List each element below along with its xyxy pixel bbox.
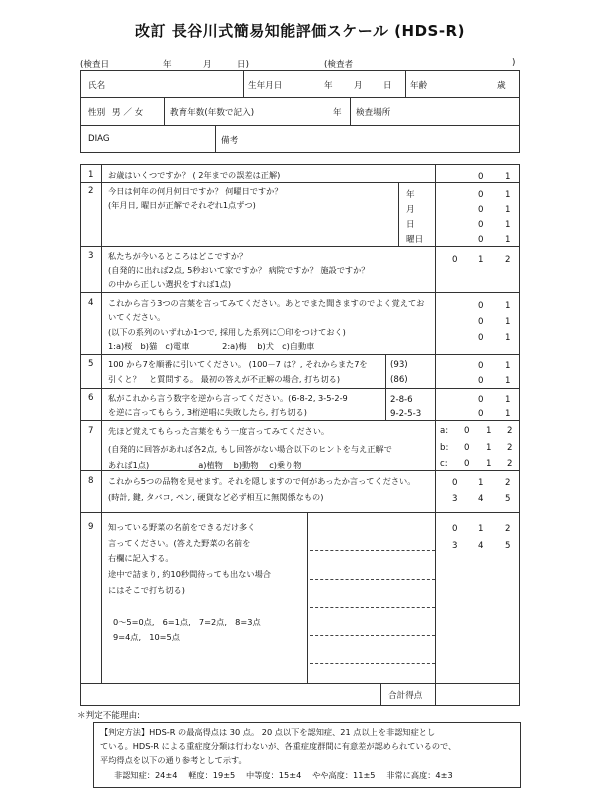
score-option: 5 [505,494,511,504]
item-question: 知っている野菜の名前をできるだけ多く [108,522,256,532]
score-option: 1 [478,478,484,488]
item-question: にはそこで打ち切る) [108,585,185,595]
education-label: 教育年数(年数で記入) [170,108,255,118]
education-unit: 年 [333,108,342,118]
score-option: 1 [505,220,511,230]
item-question: (時計, 鍵, タバコ, ペン, 硬貨など必ず相互に無関係なもの) [108,492,324,502]
item-question: (自発的に回答があれば各2点, もし回答がない場合以下のヒントを与え正解で [108,444,392,454]
score-option: 1 [505,235,511,245]
sex-options: 男 ／ 女 [112,108,144,118]
vegetable-answer-line [310,579,435,580]
score-option: 1 [505,301,511,311]
birth-label: 生年月日 [248,81,283,91]
item-number: 3 [88,251,94,261]
sub-label: (86) [390,375,408,385]
score-option: 4 [478,494,484,504]
item-question: 今日は何年の何月何日ですか？ 何曜日ですか？ [108,186,283,196]
birth-year: 年 [324,81,333,91]
score-option: 0 [478,317,484,327]
sub-label: 年 [406,190,415,200]
examiner-close: ) [512,58,516,68]
sex-label: 性別 [88,108,106,118]
score-option: 1 [505,333,511,343]
score-option: 1 [505,190,511,200]
exam-year: 年 [163,60,172,70]
item-question: 途中で詰まり, 約10秒間待っても出ない場合 [108,569,271,579]
judgement-text: ている。HDS-R による重症度分類は行わないが、各重症度群間に有意差が認められているので、 [100,741,457,751]
score-option: 1 [478,524,484,534]
score-option: 1 [478,255,484,265]
birth-month: 月 [354,81,363,91]
score-option: 2 [507,426,513,436]
score-option: 0 [478,220,484,230]
score-option: 0 [478,235,484,245]
score-option: 0 [478,395,484,405]
score-option: 1 [505,172,511,182]
item-question: 私たちが今いるところはどこですか？ [108,251,248,261]
item-question: (以下の系列のいずれか1つで, 採用した系列に〇印をつけておく) [108,327,346,337]
sub-label: 9-2-5-3 [390,409,422,419]
score-option: 1 [505,395,511,405]
score-option: 1 [486,459,492,469]
sub-label: 2-8-6 [390,395,413,405]
exam-date-label: (検査日 [80,60,110,70]
score-option: 0 [478,361,484,371]
birth-day: 日 [383,81,392,91]
item-question: (年月日, 曜日が正解でそれぞれ1点ずつ) [108,200,256,210]
score-option: 1 [505,376,511,386]
item-question: (自発的に出れば2点, 5秒おいて家ですか？ 病院ですか？ 施設ですか？ [108,265,370,275]
score-option: 0 [478,172,484,182]
sub-label: c: [440,459,448,469]
item-question: 先ほど覚えてもらった言葉をもう一度言ってみてください。 [108,426,330,436]
item-question: これから言う3つの言葉を言ってみてください。あとでまた聞きますのでよく覚えてお [108,298,425,308]
item-question: 100 から7を順番に引いてください。 (100－7 は？, それからまた7を [108,359,368,369]
sub-label: b: [440,443,449,453]
judgement-levels: 非認知症：24±4 軽度：19±5 中等度：15±4 やや高度：11±5 非常に高度：4±3 [114,770,453,780]
score-option: 0 [452,478,458,488]
item-question: 引くと？ と質問する。 最初の答えが不正解の場合, 打ち切る) [108,374,341,384]
vegetable-answer-line [310,635,435,636]
page-title: 改訂 長谷川式簡易知能評価スケール (HDS-R) [135,22,465,40]
item-scoring: 9=4点, 10=5点 [113,632,180,642]
examiner-label: (検査者 [324,60,354,70]
item-number: 2 [88,186,94,196]
place-label: 検査場所 [356,108,391,118]
sub-label: 日 [406,220,415,230]
score-option: 1 [486,426,492,436]
score-option: 2 [507,443,513,453]
item-scoring: 0～5=0点, 6=1点, 7=2点, 8=3点 [113,617,261,627]
item-number: 8 [88,476,94,486]
item-number: 4 [88,298,94,308]
unjudgeable-label: ＊判定不能理由: [77,711,141,721]
item-question: 右欄に記入する。 [108,553,174,563]
score-option: 2 [505,478,511,488]
score-option: 0 [452,524,458,534]
score-option: 3 [452,541,458,551]
remarks-label: 備考 [221,136,239,146]
vegetable-answer-line [310,550,435,551]
score-option: 0 [478,190,484,200]
score-option: 3 [452,494,458,504]
diag-label: DIAG [88,134,110,144]
item-number: 1 [88,170,94,180]
item-number: 7 [88,426,94,436]
score-option: 1 [505,409,511,419]
item-number: 5 [88,359,94,369]
vegetable-answer-line [310,607,435,608]
score-option: 0 [478,409,484,419]
judgement-heading: 【判定方法】HDS-R の最高得点は 30 点。 20 点以下を認知症、21 点以上を非認知症とし [100,727,436,737]
score-option: 0 [478,333,484,343]
score-option: 1 [486,443,492,453]
vegetable-answer-line [310,663,435,664]
item-question: これから5つの品物を見せます。それを隠しますので何があったか言ってください。 [108,476,416,486]
name-label: 氏名 [88,81,106,91]
age-unit: 歳 [497,81,506,91]
item-question: を逆に言ってもらう, 3桁逆唱に失敗したら, 打ち切る) [108,407,307,417]
sub-label: 曜日 [406,235,424,245]
total-score-label: 合計得点 [388,691,423,701]
item-number: 6 [88,393,94,403]
score-option: 1 [505,361,511,371]
score-option: 0 [478,376,484,386]
score-option: 0 [452,255,458,265]
score-option: 1 [505,205,511,215]
item-question: 言ってください。(答えた野菜の名前を [108,538,251,548]
item-question: お歳はいくつですか？ ( 2年までの誤差は正解) [108,170,281,180]
score-option: 0 [464,443,470,453]
item-question: あれば1点) a)植物 b)動物 c)乗り物 [108,460,302,470]
sub-label: a: [440,426,449,436]
score-option: 0 [478,205,484,215]
judgement-text: 平均得点を以下の通り参考として示す。 [100,755,247,765]
exam-month: 月 [203,60,212,70]
score-option: 5 [505,541,511,551]
score-option: 0 [464,459,470,469]
score-option: 1 [505,317,511,327]
item-question: いてください。 [108,312,166,322]
item-number: 9 [88,522,94,532]
patient-info-table [80,70,520,153]
item-question: 1:a)桜 b)猫 c)電車 2:a)梅 b)犬 c)自動車 [108,341,315,351]
score-option: 2 [507,459,513,469]
exam-day: 日) [237,60,249,70]
score-option: 4 [478,541,484,551]
age-label: 年齢 [410,81,428,91]
sub-label: 月 [406,205,415,215]
score-option: 0 [464,426,470,436]
item-question: 私がこれから言う数字を逆から言ってください。(6-8-2, 3-5-2-9 [108,393,348,403]
score-option: 2 [505,255,511,265]
score-option: 0 [478,301,484,311]
sub-label: (93) [390,360,408,370]
score-option: 2 [505,524,511,534]
item-question: の中から正しい選択をすれば1点) [108,279,232,289]
